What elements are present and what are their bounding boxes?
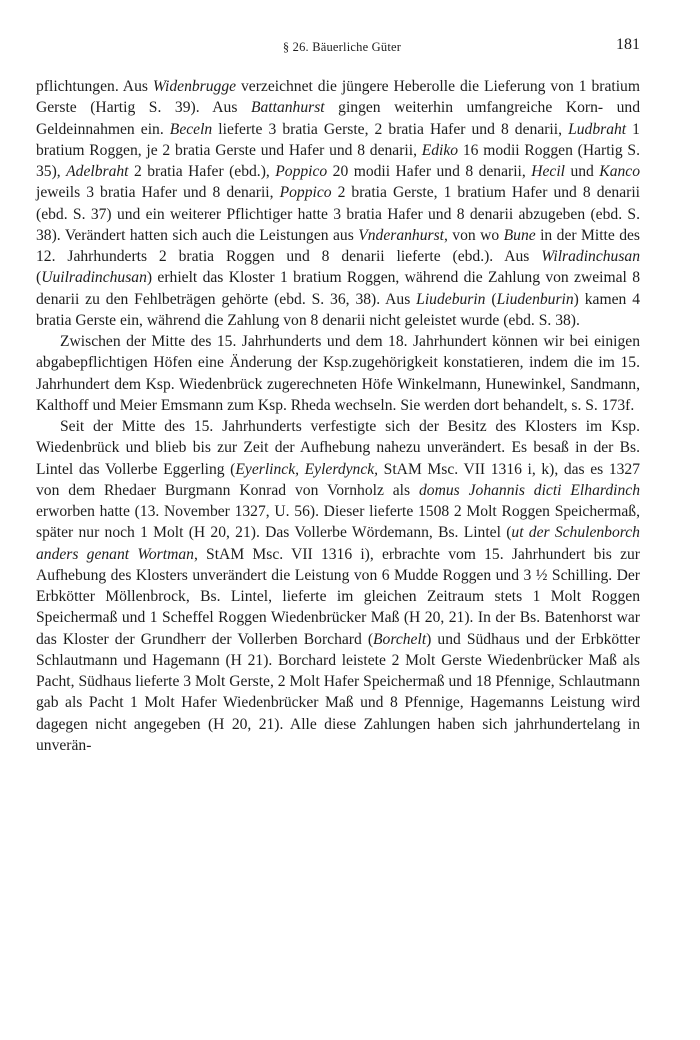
italic-run: Adelbraht	[66, 163, 129, 180]
section-title: § 26. Bäuerliche Güter	[282, 40, 402, 54]
text-run: 2 bratia Hafer (ebd.),	[128, 163, 276, 180]
text-run: ) erhielt das Kloster 1 bratium Roggen, während die Zahlung von zweimal 8 denarii zu den Fehlbeträgen gehörte (ebd. S. 36, 38). Aus	[36, 269, 640, 308]
text-run: 16 modii Roggen (Hartig S. 35),	[36, 141, 640, 180]
text-run: und	[565, 163, 600, 180]
text-run: (	[36, 269, 42, 287]
text-run: gingen weiterhin umfangreiche Korn- und Geldeinnahmen ein.	[36, 99, 640, 138]
paragraph	[36, 416, 640, 756]
text-run: ) und Südhaus und der Erbkötter Schlautmann und Hagemann (H 21). Borchard leistete 2 Molt Gerste Wiedenbrücker Maß als Pacht, Südhaus lieferte 3 Molt Gerste, 2 Molt Hafer Speichermaß und 18 Pfennige, Schlautmann gab als Pacht 1 Molt Hafer Wiedenbrücker Maß und 8 Pfennige, Hagemanns Leistung wird dagegen nicht angegeben (H 20, 21). Alle diese Zahlungen haben sich jahrhundertelang in unverän-	[36, 630, 640, 754]
paragraph	[36, 331, 640, 416]
italic-run: Kanco	[599, 163, 641, 180]
body-text	[36, 76, 640, 756]
text-run: ) kamen 4 bratia Gerste ein, während die Zahlung von 8 denarii nicht geleistet wurde (ebd. S. 38).	[36, 290, 640, 329]
text-run: , StAM Msc. VII 1316 i), erbrachte vom 15. Jahrhundert bis zur Aufhebung des Klosters unverändert die Leistung von 6 Mudde Roggen und 3 ½ Schilling. Der Erbkötter Möllenbrock, Bs. Lintel, lieferte im gleichen Zeitraum stets 1 Molt Roggen Speichermaß und 1 Scheffel Roggen Wiedenbrücker Maß (H 20, 21). In der Bs. Batenhorst war das Kloster der Grundherr der Vollerben Borchard (	[36, 545, 640, 648]
text-run: 1 bratium Roggen, je 2 bratia Gerste und Hafer und 8 denarii,	[36, 120, 640, 159]
text-run: , von wo	[443, 226, 504, 244]
italic-run: Eyerlinck, Eylerdynck,	[235, 460, 379, 478]
italic-run: Hecil	[531, 163, 565, 180]
text-run: verzeichnet die jüngere Heberolle die Lieferung von 1 bratium Gerste (Hartig S. 39). Aus	[36, 78, 640, 117]
italic-run: domus Johannis dicti Elhardinch	[418, 481, 640, 499]
italic-run: Widenbrugge	[152, 78, 237, 95]
italic-run: Liudenburin	[496, 290, 574, 308]
italic-run: Borchelt	[373, 630, 427, 648]
italic-run: Poppico	[279, 184, 332, 202]
italic-run: ut der Schulenborch anders genant Wortman	[36, 524, 640, 563]
italic-run: Ludbraht	[568, 120, 627, 138]
text-run: jeweils 3 bratia Hafer und 8 denarii,	[36, 184, 280, 202]
page-number: 181	[616, 36, 640, 53]
text-run: Seit der Mitte des 15. Jahrhunderts verfestigte sich der Besitz des Klosters im Ksp. Wiedenbrück und blieb bis zur Zeit der Aufhebung nahezu unverändert. Es besaß in der Bs. Lintel das Vollerbe Eggerling (	[36, 418, 640, 478]
italic-run: Beceln	[169, 120, 213, 138]
italic-run: Liudeburin	[416, 290, 486, 308]
text-run: (	[485, 290, 497, 308]
text-run: lieferte 3 bratia Gerste, 2 bratia Hafer und 8 denarii,	[212, 120, 569, 138]
text-run: erworben hatte (13. November 1327, U. 56). Dieser lieferte 1508 2 Molt Roggen Speichermaß, später nur noch 1 Molt (H 20, 21). Das Vollerbe Wördemann, Bs. Lintel (	[36, 503, 640, 542]
italic-run: Ediko	[421, 141, 459, 159]
text-run: Zwischen der Mitte des 15. Jahrhunderts und dem 18. Jahrhundert können wir bei einigen abgabepflichtigen Höfen eine Änderung der Ksp.zugehörigkeit konstatieren, indem die im 15. Jahrhundert dem Ksp. Wiedenbrück zugerechneten Höfe Winkelmann, Hunewinkel, Sandmann, Kalthoff und Meier Emsmann zum Ksp. Rheda wechseln. Sie werden dort behandelt, s. S. 173f.	[36, 333, 640, 414]
text-run: 20 modii Hafer und 8 denarii,	[327, 163, 532, 180]
italic-run: Wilradinchusan	[541, 248, 640, 265]
italic-run: Bune	[503, 226, 536, 244]
text-run: StAM Msc. VII 1316 i, k), das es 1327 von dem Rhedaer Burgmann Konrad von Vornholz als	[36, 460, 641, 499]
text-run: in der Mitte des 12. Jahrhunderts 2 bratia Roggen und 8 denarii lieferte (ebd.). Aus	[36, 226, 640, 265]
italic-run: Uuilradinchusan	[41, 269, 147, 287]
italic-run: Battanhurst	[250, 99, 325, 117]
paragraph	[36, 76, 640, 331]
text-run: pflichtungen. Aus	[36, 78, 153, 95]
text-run: 2 bratia Gerste, 1 bratium Hafer und 8 denarii (ebd. S. 37) und ein weiterer Pflichtiger hatte 3 bratia Hafer und 8 denarii abzugeben (ebd. S. 38). Verändert hatten sich auch die Leistungen aus	[36, 184, 641, 244]
italic-run: Poppico	[275, 163, 328, 180]
running-header	[36, 36, 648, 60]
italic-run: Vnderanhurst	[358, 226, 444, 244]
